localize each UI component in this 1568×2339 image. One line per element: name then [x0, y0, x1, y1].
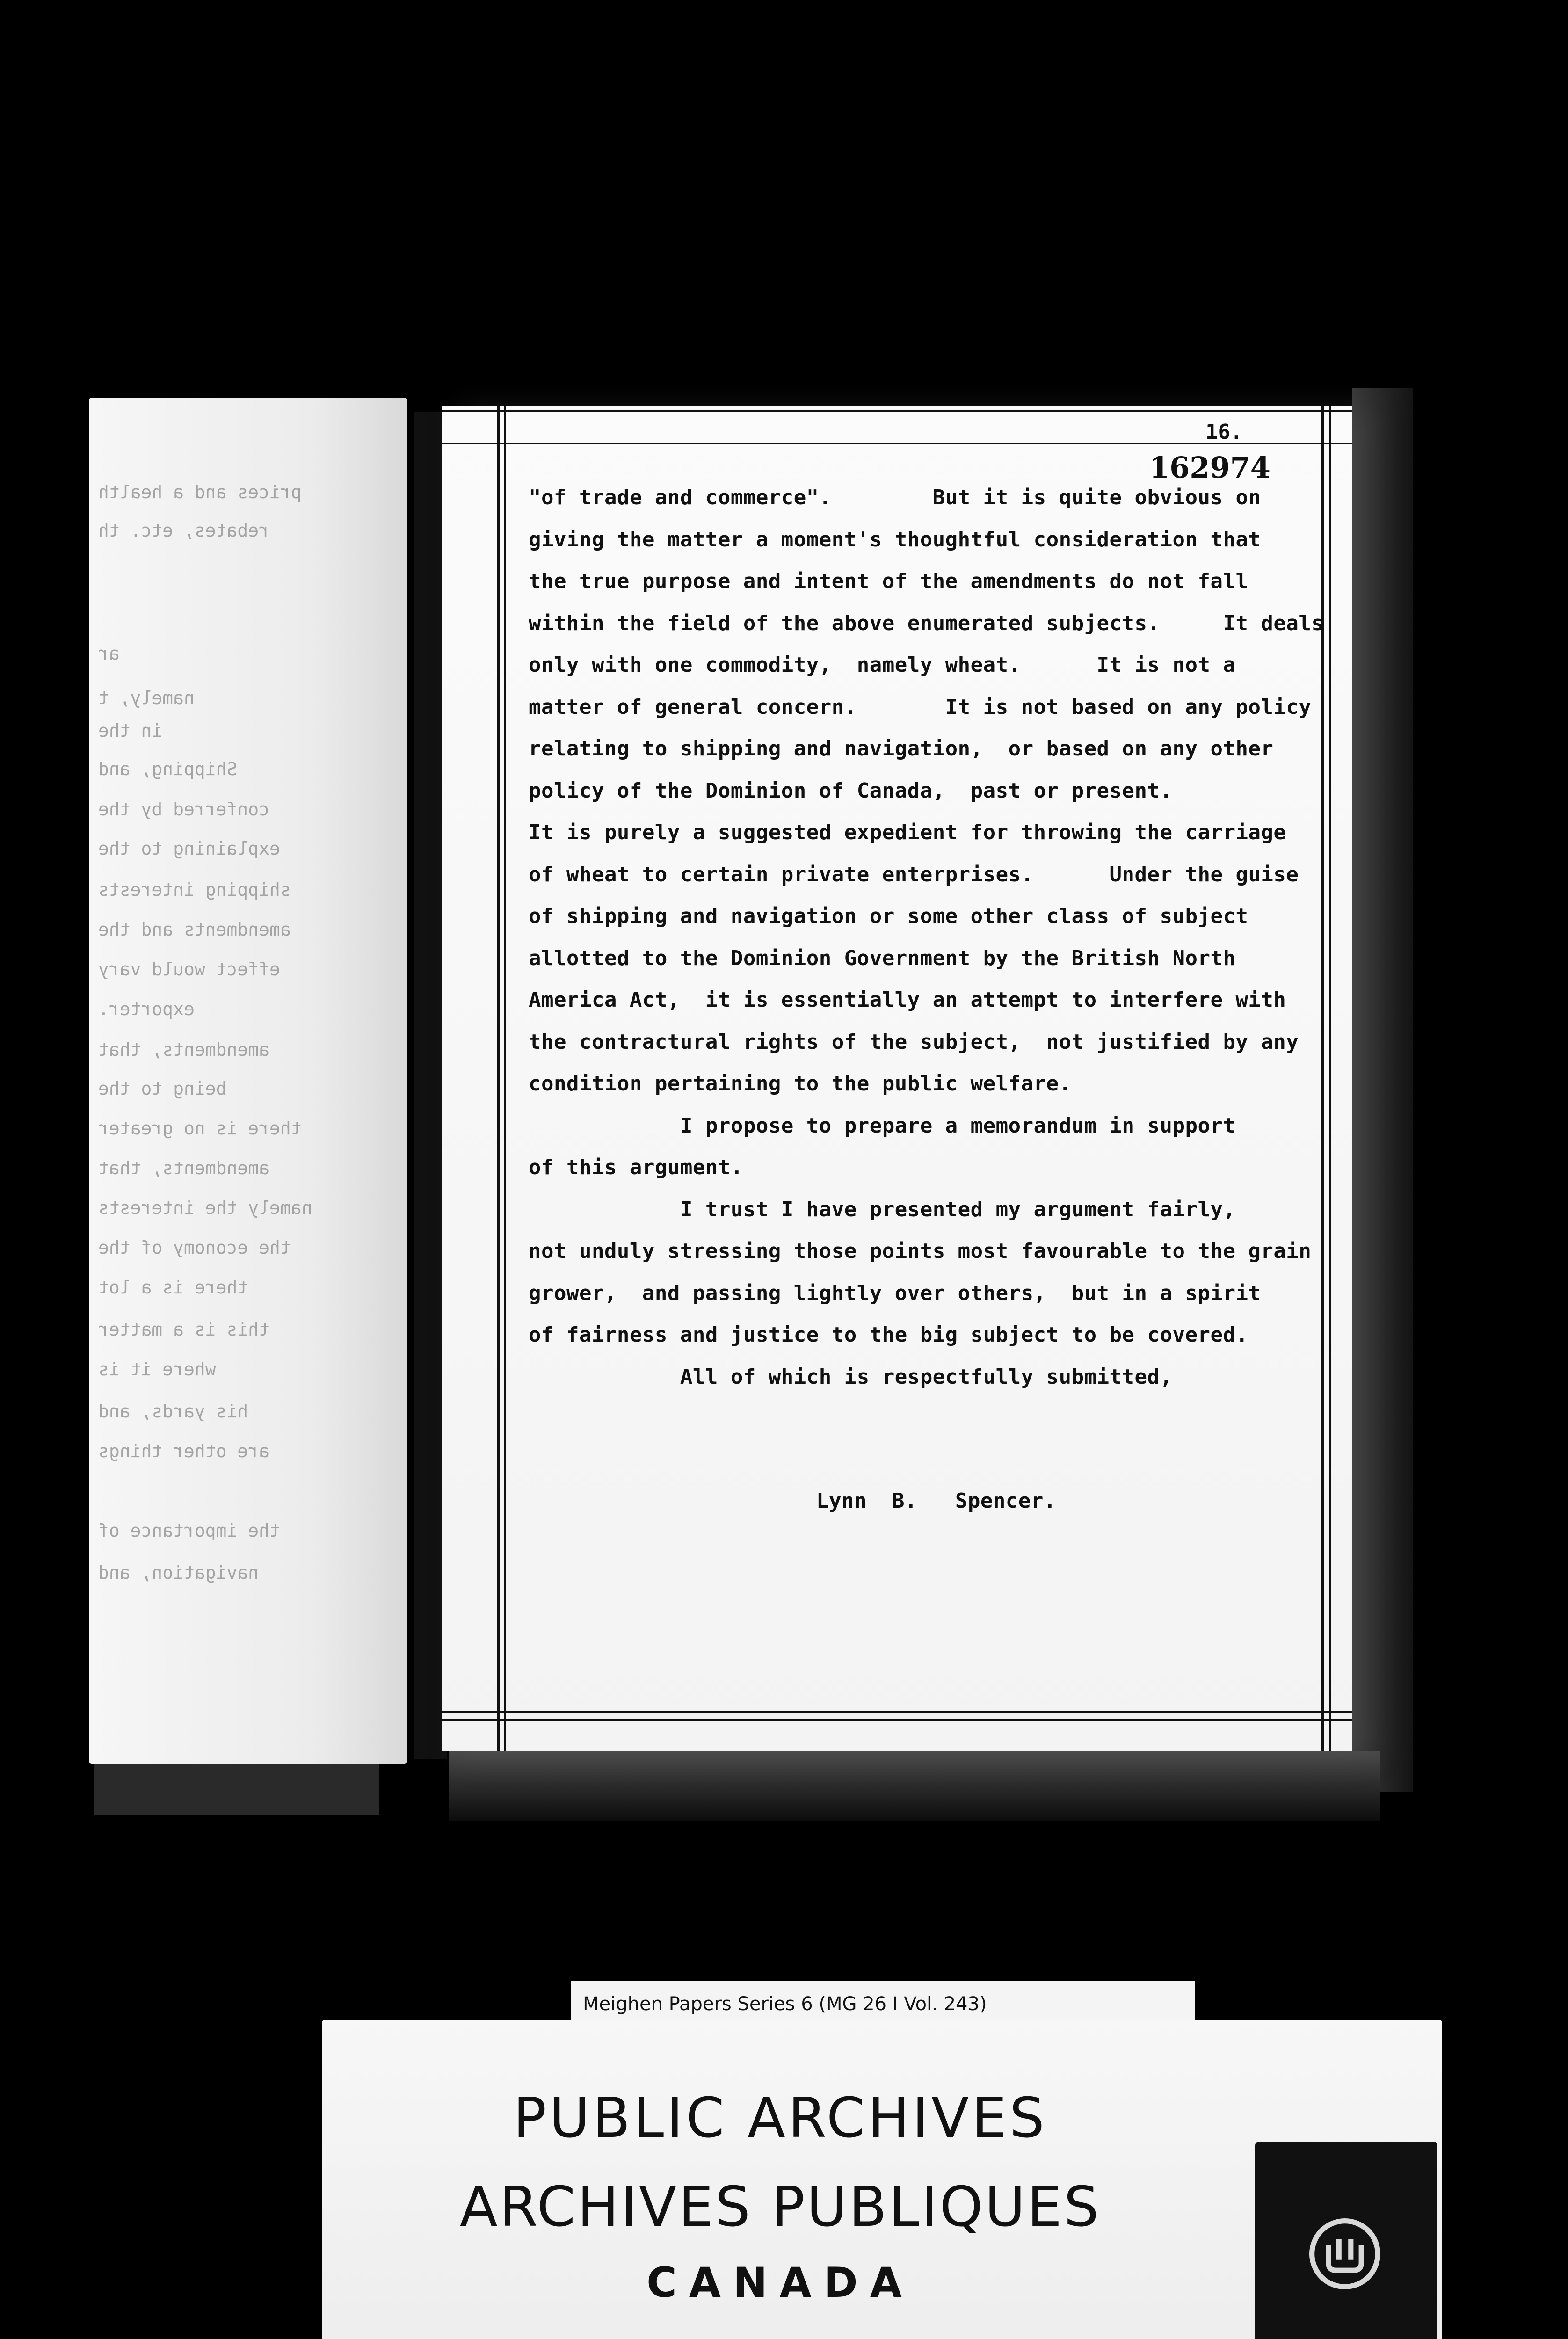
typed-line: only with one commodity, namely wheat. It is not a: [529, 653, 1236, 677]
left-page-shadow: [94, 1764, 379, 1815]
ghost-text-line: navigation, and: [98, 1562, 259, 1583]
typed-line: of fairness and justice to the big subject to be covered.: [529, 1323, 1249, 1347]
ghost-text-line: this is a matter: [98, 1319, 270, 1340]
ghost-text-line: where it is: [98, 1359, 216, 1380]
left-margin-rule-1: [497, 406, 500, 1751]
ghost-text-line: conferred by the: [98, 799, 270, 820]
ghost-text-line: are other things: [98, 1441, 270, 1461]
ghost-text-line: amendments, that: [98, 1158, 270, 1178]
ghost-text-line: in the: [98, 720, 163, 741]
top-rule-1: [442, 410, 1352, 412]
page-bottom-shadow: [449, 1751, 1380, 1821]
archives-country: CANADA: [646, 2259, 914, 2307]
right-margin-rule-2: [1329, 406, 1331, 1751]
ghost-text-line: rebates, etc. th: [98, 520, 270, 541]
typed-line: grower, and passing lightly over others, but in a spirit: [529, 1281, 1261, 1305]
typed-line: America Act, it is essentially an attempt to interfere with: [529, 988, 1286, 1012]
bottom-rule-1: [442, 1711, 1352, 1713]
ghost-text-line: there is a lot: [98, 1277, 248, 1298]
ghost-text-line: namely, t: [98, 688, 195, 708]
typed-line: within the field of the above enumerated subjects. It deals: [529, 611, 1324, 635]
typed-line: of shipping and navigation or some other class of subject: [529, 904, 1249, 928]
ghost-text-line: there is no greater: [98, 1118, 302, 1139]
typed-line: the true purpose and intent of the amendments do not fall: [529, 569, 1249, 593]
ghost-text-line: exporter.: [98, 999, 195, 1019]
archives-title-fr: ARCHIVES PUBLIQUES: [459, 2174, 1101, 2239]
typed-line: I trust I have presented my argument fairly,: [529, 1197, 1236, 1221]
ghost-text-line: namely the interests: [98, 1198, 312, 1218]
ghost-text-line: prices and a health: [98, 482, 302, 502]
archives-emblem-icon: [1307, 2216, 1382, 2291]
series-label: Meighen Papers Series 6 (MG 26 I Vol. 243): [571, 1981, 1195, 2027]
document-number: 162974: [1149, 450, 1270, 485]
ghost-text-line: effect would vary: [98, 959, 280, 980]
typed-line: the contractural rights of the subject, not justified by any: [529, 1030, 1299, 1054]
typed-page: [442, 406, 1352, 1751]
ghost-text-line: being to the: [98, 1078, 227, 1099]
typed-line: All of which is respectfully submitted,: [529, 1365, 1173, 1389]
typed-line: allotted to the Dominion Government by the British North: [529, 946, 1236, 970]
ghost-text-line: ar: [98, 643, 120, 664]
bottom-rule-2: [442, 1719, 1352, 1721]
typed-line: "of trade and commerce". But it is quite obvious on: [529, 486, 1261, 509]
typed-line: I propose to prepare a memorandum in support: [529, 1113, 1236, 1138]
typed-line: condition pertaining to the public welfare.: [529, 1072, 1072, 1096]
typed-line: of wheat to certain private enterprises. Under the guise: [529, 862, 1299, 886]
ghost-text-line: the importance of: [98, 1520, 280, 1541]
left-margin-rule-2: [504, 406, 506, 1751]
typed-line: of this argument.: [529, 1155, 743, 1179]
typed-line: policy of the Dominion of Canada, past or present.: [529, 778, 1173, 803]
ghost-text-line: Shipping, and: [98, 759, 238, 779]
typed-line: relating to shipping and navigation, or based on any other: [529, 737, 1274, 761]
typed-line: not unduly stressing those points most favourable to the grain: [529, 1239, 1312, 1263]
typed-line: It is purely a suggested expedient for throwing the carriage: [529, 821, 1286, 844]
archives-title-en: PUBLIC ARCHIVES: [513, 2085, 1047, 2150]
ghost-text-line: explaining to the: [98, 838, 280, 859]
ghost-text-line: shipping interests: [98, 879, 291, 900]
page-edge-shadow: [1352, 388, 1413, 1792]
typed-line: giving the matter a moment's thoughtful consideration that: [529, 527, 1261, 552]
ghost-text-line: his yards, and: [98, 1401, 248, 1422]
ghost-text-line: the economy of the: [98, 1237, 291, 1258]
ghost-text-line: amendments and the: [98, 919, 291, 940]
archives-logo-block: [1255, 2142, 1437, 2339]
left-overlapped-page: [89, 398, 407, 1764]
archives-card: [322, 2020, 1442, 2339]
right-margin-rule-1: [1321, 406, 1324, 1751]
page-number: 16.: [1205, 420, 1243, 444]
typed-line: matter of general concern. It is not based on any policy: [529, 695, 1312, 719]
signature: Lynn B. Spencer.: [816, 1489, 1056, 1513]
ghost-text-line: amendments, that: [98, 1039, 270, 1060]
